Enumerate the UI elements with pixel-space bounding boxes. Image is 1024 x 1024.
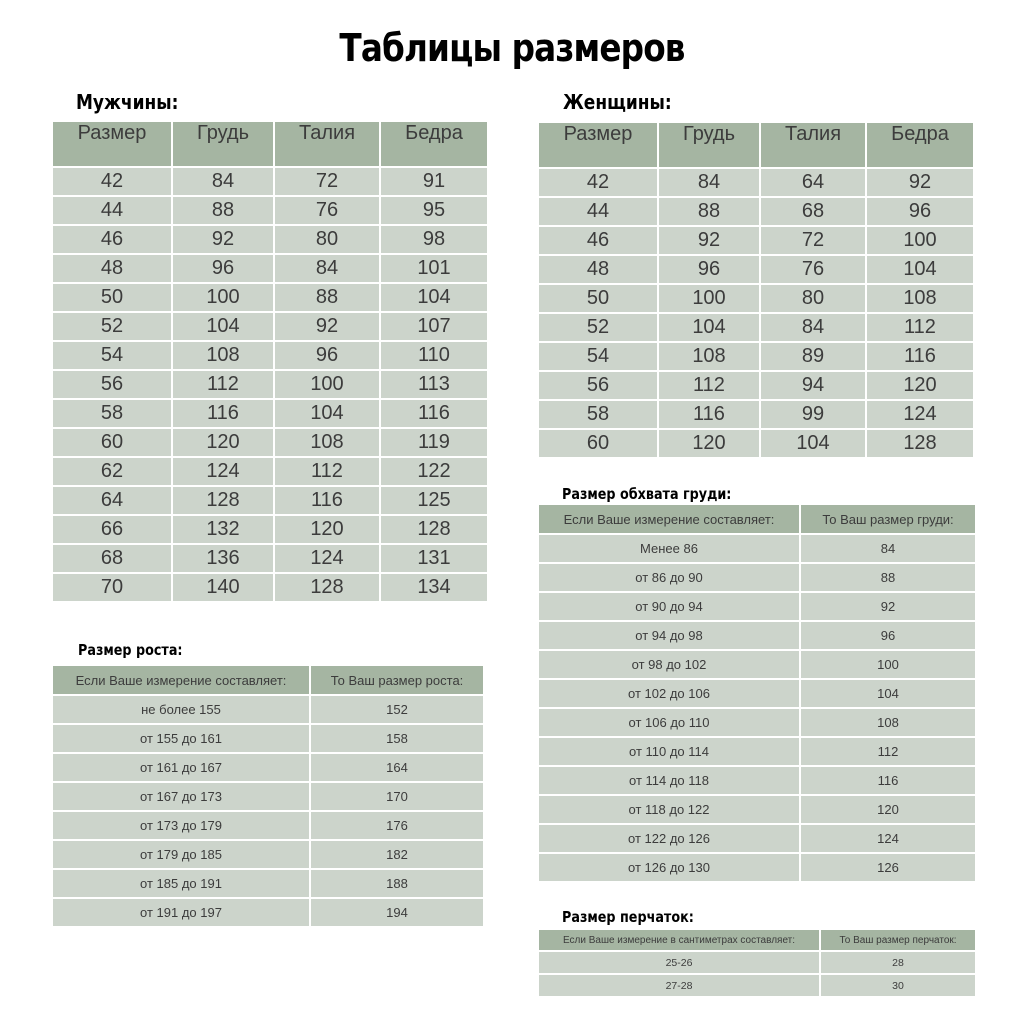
table-row [538,429,974,458]
table-cell: от 110 до 114 [538,737,800,766]
column-header: Если Ваше измерение составляет: [538,504,800,534]
page-title: Таблицы размеров [339,26,685,70]
table-cell: 108 [172,341,274,370]
table-cell: 112 [800,737,976,766]
table-row [52,515,488,544]
table-cell: 101 [380,254,488,283]
table-row [538,313,974,342]
table-cell: 124 [866,400,974,429]
table-cell: 152 [310,695,484,724]
table-row [52,283,488,312]
table-cell: 56 [52,370,172,399]
table-cell: Менее 86 [538,534,800,563]
table-cell: 116 [274,486,380,515]
table-cell: 116 [380,399,488,428]
table-cell: 104 [380,283,488,312]
table-row [538,708,976,737]
table-row [538,592,976,621]
table-row [52,167,488,196]
table-cell: 88 [274,283,380,312]
women-size-table [537,121,975,459]
table-cell: 176 [310,811,484,840]
table-cell: 110 [380,341,488,370]
table-cell: 42 [538,168,658,197]
table-row [538,400,974,429]
table-cell: 116 [800,766,976,795]
table-cell: от 185 до 191 [52,869,310,898]
table-cell: 95 [380,196,488,225]
table-cell: 112 [172,370,274,399]
table-cell: 194 [310,898,484,927]
table-cell: не более 155 [52,695,310,724]
table-cell: 104 [866,255,974,284]
table-cell: 100 [866,226,974,255]
table-row [52,869,484,898]
column-header: Размер [538,122,658,168]
table-cell: от 155 до 161 [52,724,310,753]
table-cell: 131 [380,544,488,573]
table-cell: 120 [866,371,974,400]
table-cell: 104 [800,679,976,708]
table-cell: 120 [172,428,274,457]
table-row [538,371,974,400]
table-row [52,782,484,811]
table-cell: 50 [52,283,172,312]
table-row [52,225,488,254]
table-row [538,342,974,371]
table-cell: 122 [380,457,488,486]
table-row [538,621,976,650]
table-cell: 91 [380,167,488,196]
table-cell: 60 [52,428,172,457]
table-cell: 64 [52,486,172,515]
table-cell: 84 [760,313,866,342]
table-cell: 100 [658,284,760,313]
table-cell: 96 [658,255,760,284]
table-cell: 76 [274,196,380,225]
table-cell: 27-28 [538,974,820,997]
table-cell: 72 [760,226,866,255]
table-header-row [538,122,974,168]
table-cell: от 191 до 197 [52,898,310,927]
table-cell: 42 [52,167,172,196]
column-header: То Ваш размер роста: [310,665,484,695]
table-cell: 120 [800,795,976,824]
table-cell: 104 [658,313,760,342]
table-cell: 84 [172,167,274,196]
table-cell: от 86 до 90 [538,563,800,592]
table-cell: 94 [760,371,866,400]
table-cell: 48 [52,254,172,283]
table-header-row [538,929,976,951]
table-cell: 116 [658,400,760,429]
table-cell: 108 [800,708,976,737]
table-cell: 96 [800,621,976,650]
table-row [52,341,488,370]
table-cell: 84 [658,168,760,197]
table-row [538,766,976,795]
table-cell: от 118 до 122 [538,795,800,824]
table-cell: 128 [380,515,488,544]
table-cell: 60 [538,429,658,458]
table-cell: 54 [538,342,658,371]
table-cell: 128 [274,573,380,602]
table-cell: 66 [52,515,172,544]
table-cell: 68 [52,544,172,573]
table-cell: 44 [538,197,658,226]
table-cell: 64 [760,168,866,197]
chest-size-table [537,503,977,883]
table-cell: 96 [172,254,274,283]
table-row [52,811,484,840]
table-row [52,254,488,283]
table-row [538,650,976,679]
table-cell: 112 [274,457,380,486]
table-cell: 107 [380,312,488,341]
table-cell: 136 [172,544,274,573]
table-cell: 120 [658,429,760,458]
table-cell: от 98 до 102 [538,650,800,679]
table-cell: 108 [866,284,974,313]
column-header: Бедра [866,122,974,168]
table-row [538,563,976,592]
column-header: Бедра [380,121,488,167]
table-cell: 48 [538,255,658,284]
table-cell: 124 [274,544,380,573]
table-cell: 58 [52,399,172,428]
table-cell: 98 [380,225,488,254]
table-row [52,573,488,602]
table-row [538,824,976,853]
table-cell: 92 [274,312,380,341]
table-cell: 72 [274,167,380,196]
column-header: Грудь [172,121,274,167]
table-row [538,255,974,284]
table-cell: 68 [760,197,866,226]
column-header: Грудь [658,122,760,168]
table-row [52,399,488,428]
table-row [538,226,974,255]
column-header: Талия [760,122,866,168]
table-cell: от 122 до 126 [538,824,800,853]
table-cell: 58 [538,400,658,429]
table-row [52,312,488,341]
table-cell: 56 [538,371,658,400]
table-row [52,898,484,927]
table-cell: 112 [658,371,760,400]
table-cell: от 94 до 98 [538,621,800,650]
table-row [52,486,488,515]
table-cell: 113 [380,370,488,399]
table-cell: 62 [52,457,172,486]
column-header: То Ваш размер груди: [800,504,976,534]
table-cell: 100 [800,650,976,679]
table-cell: 92 [866,168,974,197]
table-cell: 25-26 [538,951,820,974]
table-row [538,284,974,313]
table-cell: 84 [800,534,976,563]
table-cell: 52 [52,312,172,341]
gloves-size-table [537,928,977,998]
table-cell: 140 [172,573,274,602]
table-cell: от 114 до 118 [538,766,800,795]
table-row [538,974,976,997]
men-size-table [51,120,489,603]
table-cell: от 161 до 167 [52,753,310,782]
table-cell: 80 [274,225,380,254]
table-cell: от 179 до 185 [52,840,310,869]
table-row [538,197,974,226]
table-cell: 92 [800,592,976,621]
table-cell: 88 [800,563,976,592]
table-cell: 76 [760,255,866,284]
table-cell: 128 [866,429,974,458]
men-label: Мужчины: [76,90,179,114]
table-cell: 88 [172,196,274,225]
column-header: Талия [274,121,380,167]
table-row [52,457,488,486]
table-cell: от 106 до 110 [538,708,800,737]
gloves-label: Размер перчаток: [562,908,694,926]
table-cell: 188 [310,869,484,898]
table-cell: 124 [172,457,274,486]
height-label: Размер роста: [78,641,183,659]
column-header: Размер [52,121,172,167]
table-row [538,853,976,882]
table-cell: 44 [52,196,172,225]
height-size-table [51,664,485,928]
table-cell: 104 [760,429,866,458]
table-row [538,951,976,974]
table-cell: 132 [172,515,274,544]
table-cell: 126 [800,853,976,882]
table-row [52,695,484,724]
table-row [538,534,976,563]
table-cell: от 126 до 130 [538,853,800,882]
table-cell: 112 [866,313,974,342]
table-cell: от 102 до 106 [538,679,800,708]
table-cell: 124 [800,824,976,853]
table-row [538,168,974,197]
table-cell: 99 [760,400,866,429]
table-cell: 96 [866,197,974,226]
table-cell: 170 [310,782,484,811]
table-cell: от 90 до 94 [538,592,800,621]
table-cell: 88 [658,197,760,226]
column-header: То Ваш размер перчаток: [820,929,976,951]
table-cell: 116 [866,342,974,371]
table-cell: 89 [760,342,866,371]
table-cell: от 173 до 179 [52,811,310,840]
table-row [538,795,976,824]
table-cell: 116 [172,399,274,428]
table-row [538,737,976,766]
table-cell: 164 [310,753,484,782]
table-cell: 28 [820,951,976,974]
table-cell: 104 [274,399,380,428]
table-cell: 50 [538,284,658,313]
table-cell: 52 [538,313,658,342]
table-cell: 125 [380,486,488,515]
table-cell: 119 [380,428,488,457]
table-row [52,724,484,753]
table-header-row [538,504,976,534]
table-cell: 158 [310,724,484,753]
column-header: Если Ваше измерение составляет: [52,665,310,695]
table-cell: 128 [172,486,274,515]
table-cell: 92 [172,225,274,254]
table-header-row [52,665,484,695]
table-cell: от 167 до 173 [52,782,310,811]
table-cell: 30 [820,974,976,997]
table-cell: 120 [274,515,380,544]
table-cell: 134 [380,573,488,602]
table-cell: 100 [172,283,274,312]
table-row [52,196,488,225]
table-row [538,679,976,708]
table-row [52,544,488,573]
table-cell: 54 [52,341,172,370]
table-cell: 100 [274,370,380,399]
table-row [52,840,484,869]
table-cell: 46 [52,225,172,254]
table-row [52,370,488,399]
table-cell: 96 [274,341,380,370]
column-header: Если Ваше измерение в сантиметрах составляет: [538,929,820,951]
table-cell: 70 [52,573,172,602]
women-label: Женщины: [563,90,672,114]
table-cell: 182 [310,840,484,869]
table-cell: 80 [760,284,866,313]
table-row [52,753,484,782]
table-cell: 104 [172,312,274,341]
table-cell: 108 [658,342,760,371]
chest-label: Размер обхвата груди: [562,485,732,503]
table-header-row [52,121,488,167]
table-cell: 84 [274,254,380,283]
table-cell: 108 [274,428,380,457]
table-row [52,428,488,457]
table-cell: 92 [658,226,760,255]
table-cell: 46 [538,226,658,255]
